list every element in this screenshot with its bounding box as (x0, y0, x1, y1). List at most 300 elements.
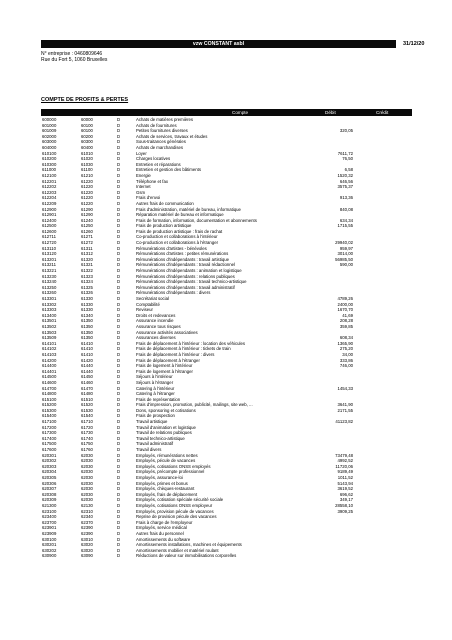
account-label: Rémunérations d'indépendants : travail artistique (136, 256, 230, 262)
side-code: D (117, 312, 121, 318)
account-number: 615400 (42, 413, 57, 419)
account-number: 620303 (42, 463, 57, 469)
side-code: D (117, 424, 121, 430)
side-code: D (117, 290, 121, 296)
debit-amount: 1520,32 (337, 172, 353, 178)
account-number: 620307 (42, 486, 57, 492)
account-label: Travail technico-artistique (136, 435, 185, 441)
account-label: Reviseur (136, 307, 153, 313)
account-group: 61260 (81, 228, 93, 234)
account-label: Amortissements mobilier et matériel roulant (136, 547, 219, 553)
account-label: Rémunérations d'indépendants : travail technico-artistique (136, 279, 247, 285)
account-number: 613250 (42, 284, 57, 290)
account-number: 612400 (42, 217, 57, 223)
account-number: 621300 (42, 502, 57, 508)
account-label: Travail divers (136, 447, 162, 453)
account-label: Employés, rémunérations nettes (136, 452, 198, 458)
account-label: Co-production et collaborations à l'intérieur (136, 234, 218, 240)
account-group: 61010 (81, 150, 93, 156)
side-code: D (117, 144, 121, 150)
account-label: Frais de formation, information, documentation et abonnements (136, 217, 257, 223)
debit-amount: 9189,49 (337, 469, 353, 475)
side-code: D (117, 497, 121, 503)
debit-amount: 3014,00 (337, 251, 353, 257)
table-row (41, 553, 412, 559)
debit-amount: 11720,06 (335, 463, 353, 469)
title-bar (41, 40, 396, 48)
account-number: 601009 (42, 128, 57, 134)
account-group: 61730 (81, 430, 93, 436)
account-number: 600000 (42, 117, 57, 122)
account-label: Frais de déplacement à l'étranger (136, 357, 200, 363)
account-label: Frais de déplacement à l'intérieur : location des véhicules (136, 340, 246, 346)
side-code: D (117, 256, 121, 262)
account-number: 620309 (42, 497, 57, 503)
account-number: 620301 (42, 452, 57, 458)
debit-amount: 1011,52 (337, 475, 353, 480)
side-code: D (117, 217, 121, 223)
account-number: 612201 (42, 178, 57, 184)
account-label: Rémunérations d'artistes - bénévoles (136, 245, 207, 251)
account-group: 60000 (81, 117, 93, 122)
account-group: 61030 (81, 161, 93, 167)
account-group: 61510 (81, 396, 93, 402)
header-credit: Crédit (376, 110, 389, 115)
side-code: D (117, 240, 121, 246)
account-number: 612900 (42, 206, 57, 212)
account-group: 61220 (81, 189, 93, 195)
account-label: Co-production et collaborations à l'étranger (136, 240, 219, 246)
account-label: Assurance incendie (136, 318, 174, 324)
account-number: 613120 (42, 251, 57, 257)
account-group: 61520 (81, 402, 93, 408)
account-number: 620308 (42, 491, 57, 497)
account-group: 61740 (81, 435, 93, 441)
side-code: D (117, 553, 121, 559)
account-group: 61290 (81, 212, 93, 218)
account-number: 614400 (42, 363, 57, 369)
account-label: Comptabilité (136, 301, 160, 307)
account-label: Séjours à l'étranger (136, 379, 174, 385)
account-number: 630900 (42, 553, 57, 559)
account-number: 614102 (42, 346, 57, 352)
account-label: Achats de fournitures (136, 122, 177, 128)
account-label: Frais d'envoi (136, 195, 161, 201)
account-number: 617400 (42, 435, 57, 441)
side-code: D (117, 351, 121, 357)
debit-amount: 590,00 (339, 262, 353, 268)
account-number: 614401 (42, 368, 57, 374)
account-number: 623400 (42, 514, 57, 520)
debit-amount: 320,05 (339, 128, 353, 134)
account-group: 61340 (81, 312, 93, 318)
account-group: 63020 (81, 547, 93, 553)
side-code: D (117, 340, 121, 346)
debit-amount: 41,69 (342, 312, 353, 318)
account-label: Travail d'animation et logistique (136, 424, 196, 430)
account-group: 61350 (81, 329, 93, 335)
account-group: 62030 (81, 480, 93, 486)
side-code: D (117, 245, 121, 251)
table-header (41, 109, 412, 116)
account-label: Employés, cotisations ONSS employeur (136, 502, 213, 508)
debit-amount: 634,34 (339, 217, 353, 223)
account-number: 613302 (42, 301, 57, 307)
account-label: Frais d'impression, promotion, publicité, mailings, site web, ... (136, 402, 253, 408)
debit-amount: 2171,55 (337, 407, 353, 413)
account-group: 61480 (81, 391, 93, 397)
section-title: COMPTE DE PROFITS & PERTES (41, 97, 129, 103)
debit-amount: 73479,48 (335, 452, 353, 458)
account-label: Employés, chèques-restaurant (136, 486, 195, 492)
side-code: D (117, 469, 121, 475)
account-label: Rémunérations d'artistes : petites rémunérations (136, 251, 229, 257)
account-number: 613501 (42, 318, 57, 324)
side-code: D (117, 379, 121, 385)
account-group: 61710 (81, 419, 93, 425)
account-group: 61320 (81, 256, 93, 262)
account-label: Frais de déplacement à l'intérieur : divers (136, 351, 215, 357)
side-code: D (117, 200, 121, 206)
side-code: D (117, 301, 121, 307)
account-group: 62030 (81, 452, 93, 458)
side-code: D (117, 307, 121, 313)
account-group: 61220 (81, 178, 93, 184)
account-group: 61322 (81, 268, 93, 274)
account-group: 61350 (81, 323, 93, 329)
side-code: D (117, 273, 121, 279)
debit-amount: 333,86 (339, 357, 353, 363)
account-label: Gsm (136, 189, 146, 195)
account-number: 620302 (42, 458, 57, 464)
account-label: Téléphone et fax (136, 178, 169, 184)
account-group: 63090 (81, 553, 93, 559)
account-number: 630100 (42, 536, 57, 542)
side-code: D (117, 284, 121, 290)
side-code: D (117, 502, 121, 508)
account-label: Employés, cotisations ONSS employés (136, 463, 211, 469)
account-number: 612202 (42, 184, 57, 190)
account-label: Energie (136, 172, 151, 178)
side-code: D (117, 228, 121, 234)
account-number: 612203 (42, 189, 57, 195)
account-group: 62030 (81, 491, 93, 497)
debit-amount: 746,00 (339, 363, 353, 369)
account-group: 62390 (81, 525, 93, 531)
side-code: D (117, 547, 121, 553)
account-number: 614700 (42, 385, 57, 391)
account-label: Frais de prospection (136, 413, 175, 419)
account-label: Rémunérations d'indépendants : animation et logistique (136, 268, 242, 274)
account-label: Réductions de valeur sur immobilisations corporelles (136, 553, 237, 559)
account-label: Employés, assurance-loi (136, 475, 183, 480)
account-group: 61100 (81, 167, 93, 173)
account-group: 61290 (81, 206, 93, 212)
account-group: 62030 (81, 486, 93, 492)
account-number: 613260 (42, 290, 57, 296)
account-label: Frais à charge de l'employeur (136, 519, 193, 525)
account-group: 61330 (81, 301, 93, 307)
side-code: D (117, 128, 121, 134)
account-label: Achats de matières premières (136, 117, 194, 122)
side-code: D (117, 139, 121, 145)
account-label: Reprise de provision pécule des vacances (136, 514, 217, 520)
account-group: 61020 (81, 156, 93, 162)
side-code: D (117, 419, 121, 425)
account-group: 61250 (81, 223, 93, 229)
side-code: D (117, 452, 121, 458)
side-code: D (117, 396, 121, 402)
account-number: 612720 (42, 240, 57, 246)
account-label: Rémunérations d'indépendants : relations publiques (136, 273, 235, 279)
account-number: 612600 (42, 228, 57, 234)
side-code: D (117, 514, 121, 520)
account-number: 623909 (42, 530, 57, 536)
account-number: 617500 (42, 441, 57, 447)
account-group: 61220 (81, 184, 93, 190)
account-number: 613509 (42, 335, 57, 341)
debit-amount: 29940,02 (335, 240, 353, 246)
header-debit: Débit (325, 110, 336, 115)
debit-amount: 359,85 (339, 323, 353, 329)
side-code: D (117, 363, 121, 369)
side-code: D (117, 268, 121, 274)
account-label: Frais de logement à l'étranger (136, 368, 193, 374)
debit-amount: 4789,26 (337, 296, 353, 301)
side-code: D (117, 189, 121, 195)
account-number: 603000 (42, 139, 57, 145)
debit-amount: 275,20 (339, 346, 353, 352)
account-label: Loyer (136, 150, 147, 156)
account-label: Employés, service médical (136, 525, 187, 531)
account-label: Frais de représentation (136, 396, 181, 402)
account-label: Achats de services, travaux et études (136, 133, 208, 139)
side-code: D (117, 542, 121, 548)
account-group: 61330 (81, 307, 93, 313)
side-code: D (117, 262, 121, 268)
account-number: 615300 (42, 407, 57, 413)
side-code: D (117, 279, 121, 285)
account-number: 604000 (42, 144, 57, 150)
side-code: D (117, 519, 121, 525)
side-code: D (117, 368, 121, 374)
account-number: 613301 (42, 296, 57, 301)
account-group: 61321 (81, 262, 93, 268)
side-code: D (117, 251, 121, 257)
address: Rue du Fort 5, 1060 Bruxelles (41, 57, 108, 63)
account-number: 613201 (42, 256, 57, 262)
account-label: Internet (136, 184, 151, 190)
debit-amount: 28558,10 (335, 502, 353, 508)
debit-amount: 696,62 (339, 491, 353, 497)
account-label: Entretien et gestion des bâtiments (136, 167, 201, 173)
debit-amount: 1670,70 (337, 307, 353, 313)
side-code: D (117, 329, 121, 335)
account-group: 62310 (81, 508, 93, 514)
side-code: D (117, 447, 121, 453)
account-number: 612209 (42, 200, 57, 206)
account-group: 61311 (81, 245, 93, 251)
account-label: Secrétariat social (136, 296, 169, 301)
account-label: Employés, primes et bonus (136, 480, 188, 486)
account-label: Rémunérations d'indépendants : travail administratif (136, 284, 235, 290)
debit-amount: 959,97 (339, 245, 353, 251)
account-label: Assurance activités associatives (136, 329, 198, 335)
account-group: 61220 (81, 200, 93, 206)
account-number: 614101 (42, 340, 57, 346)
account-number: 614800 (42, 391, 57, 397)
account-group: 61440 (81, 368, 93, 374)
side-code: D (117, 441, 121, 447)
account-label: Autres frais de communication (136, 200, 194, 206)
account-label: Sous-traitances générales (136, 139, 186, 145)
account-group: 61540 (81, 413, 93, 419)
account-number: 612901 (42, 212, 57, 218)
account-group: 60100 (81, 122, 93, 128)
account-label: Charges locatives (136, 156, 171, 162)
debit-amount: 349,17 (339, 497, 353, 503)
account-label: Autres frais du personnel (136, 530, 184, 536)
side-code: D (117, 385, 121, 391)
account-group: 61350 (81, 335, 93, 341)
side-code: D (117, 357, 121, 363)
account-number: 610200 (42, 156, 57, 162)
account-number: 613240 (42, 279, 57, 285)
account-number: 613303 (42, 307, 57, 313)
account-label: Employés, cotisation spéciale sécurité sociale (136, 497, 224, 503)
account-label: Frais de logement à l'intérieur (136, 363, 193, 369)
account-label: Frais de déplacement à l'intérieur : tickets de train (136, 346, 231, 352)
account-label: Employés, frais de déplacement (136, 491, 198, 497)
account-number: 610300 (42, 161, 57, 167)
account-group: 60400 (81, 144, 93, 150)
account-group: 62370 (81, 519, 93, 525)
account-label: Entretien et réparations (136, 161, 181, 167)
account-group: 60100 (81, 128, 93, 134)
account-label: Achats de marchandises (136, 144, 184, 150)
side-code: D (117, 184, 121, 190)
account-group: 61450 (81, 374, 93, 380)
account-label: Rémunérations d'indépendants : travail rédactionnel (136, 262, 235, 268)
side-code: D (117, 335, 121, 341)
debit-amount: 3575,37 (337, 184, 353, 190)
side-code: D (117, 296, 121, 301)
account-group: 62340 (81, 514, 93, 520)
side-code: D (117, 486, 121, 492)
side-code: D (117, 133, 121, 139)
account-number: 612100 (42, 172, 57, 178)
side-code: D (117, 525, 121, 531)
account-number: 613221 (42, 268, 57, 274)
account-group: 62390 (81, 530, 93, 536)
side-code: D (117, 323, 121, 329)
account-label: Assurances diverses (136, 335, 176, 341)
account-number: 617200 (42, 424, 57, 430)
debit-amount: 3909,25 (337, 508, 353, 514)
header-compte: Compte (232, 110, 249, 115)
account-number: 613211 (42, 262, 57, 268)
account-group: 62030 (81, 469, 93, 475)
account-group: 61350 (81, 318, 93, 324)
debit-amount: 1715,55 (337, 223, 353, 229)
side-code: D (117, 475, 121, 480)
account-label: Catering à l'intérieur (136, 385, 175, 391)
account-label: Travail administratif (136, 441, 174, 447)
debit-amount: 3619,52 (337, 486, 353, 492)
account-label: Employés, précompte professionnel (136, 469, 205, 475)
account-group: 61440 (81, 363, 93, 369)
account-number: 615200 (42, 402, 57, 408)
account-group: 61410 (81, 351, 93, 357)
side-code: D (117, 195, 121, 201)
account-group: 61272 (81, 240, 93, 246)
debit-amount: 608,34 (339, 335, 353, 341)
account-number: 613502 (42, 323, 57, 329)
account-label: Travail artistique (136, 419, 168, 425)
account-group: 61330 (81, 296, 93, 301)
account-number: 613230 (42, 273, 57, 279)
side-code: D (117, 156, 121, 162)
account-number: 620304 (42, 469, 57, 475)
side-code: D (117, 391, 121, 397)
account-number: 602000 (42, 133, 57, 139)
account-table (41, 117, 412, 559)
account-group: 61271 (81, 234, 93, 240)
organization-title: vzw CONSTANT asbl (192, 41, 245, 47)
side-code: D (117, 508, 121, 514)
account-group: 61325 (81, 284, 93, 290)
account-label: Droits et redevances (136, 312, 176, 318)
account-group: 61410 (81, 340, 93, 346)
account-number: 613110 (42, 245, 57, 251)
account-group: 61420 (81, 357, 93, 363)
account-number: 615100 (42, 396, 57, 402)
side-code: D (117, 161, 121, 167)
account-number: 613503 (42, 329, 57, 335)
side-code: D (117, 318, 121, 324)
debit-amount: 3641,90 (337, 402, 353, 408)
account-group: 62130 (81, 502, 93, 508)
account-number: 614200 (42, 357, 57, 363)
account-number: 613400 (42, 312, 57, 318)
debit-amount: 5143,94 (337, 480, 353, 486)
account-number: 612711 (42, 234, 57, 240)
side-code: D (117, 536, 121, 542)
report-date: 31/12/20 (403, 41, 425, 47)
side-code: D (117, 430, 121, 436)
account-label: Employés, provision pécule de vacances (136, 508, 214, 514)
side-code: D (117, 117, 121, 122)
side-code: D (117, 407, 121, 413)
account-number: 614600 (42, 379, 57, 385)
debit-amount: 6,58 (344, 167, 353, 173)
account-label: Assurance tous risques (136, 323, 181, 329)
side-code: D (117, 167, 121, 173)
debit-amount: 208,28 (339, 318, 353, 324)
account-number: 614103 (42, 351, 57, 357)
debit-amount: 7611,72 (337, 150, 353, 156)
account-group: 61323 (81, 273, 93, 279)
account-number: 610100 (42, 150, 57, 156)
debit-amount: 913,36 (339, 195, 353, 201)
account-label: Employés, pécule de vacances (136, 458, 196, 464)
account-group: 61324 (81, 279, 93, 285)
account-label: Amortissements du software (136, 536, 191, 542)
account-number: 630202 (42, 547, 57, 553)
debit-amount: 4992,52 (337, 458, 353, 464)
side-code: D (117, 234, 121, 240)
account-group: 63010 (81, 536, 93, 542)
